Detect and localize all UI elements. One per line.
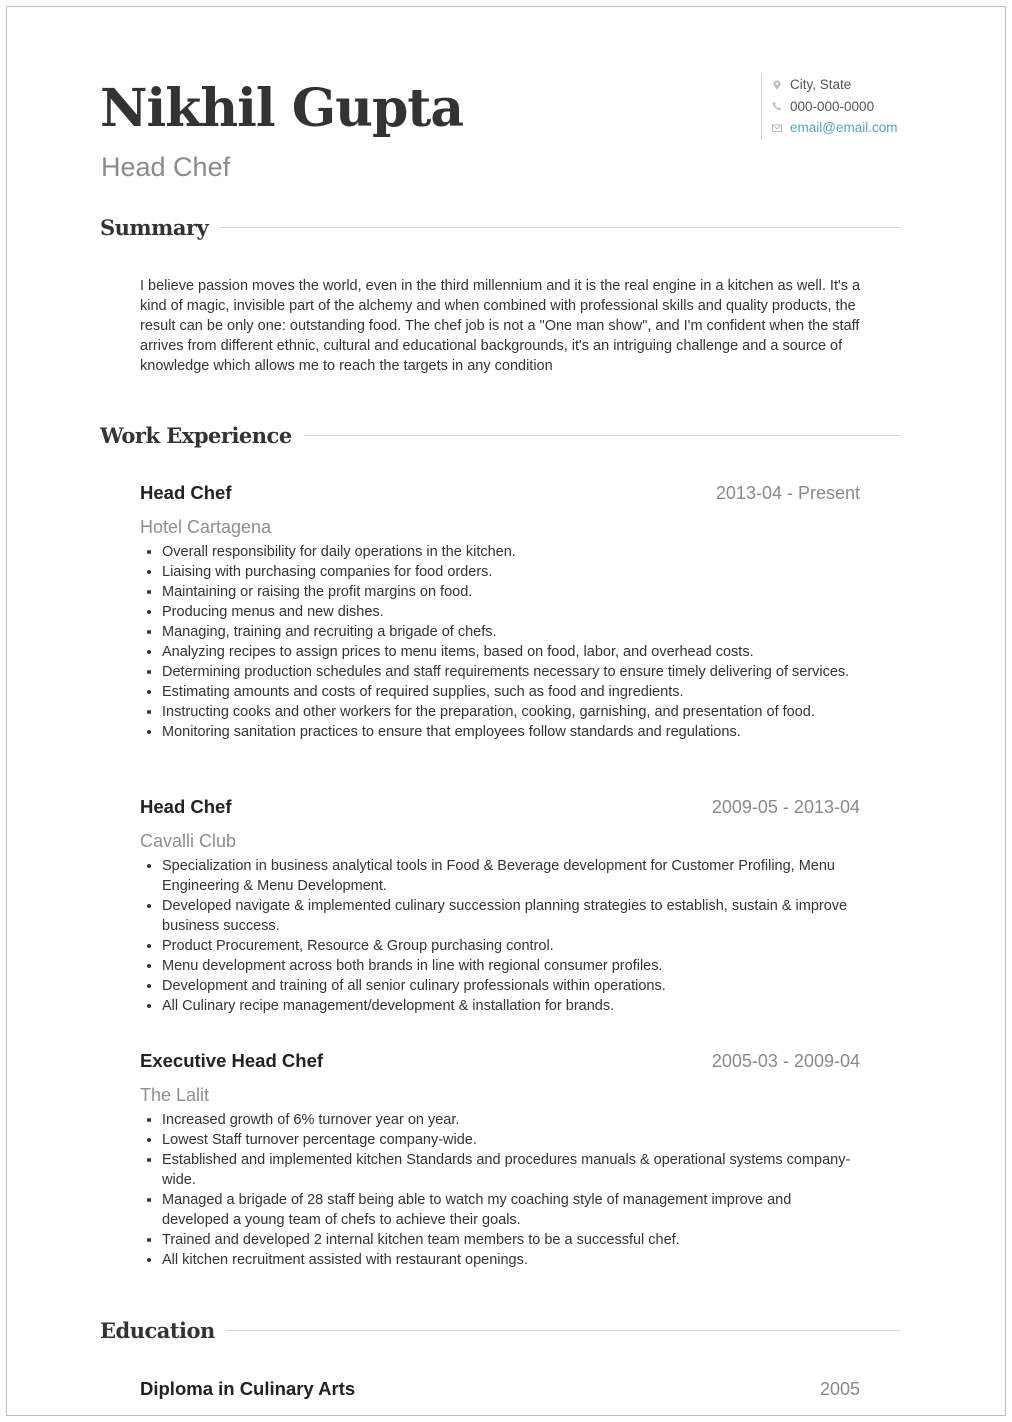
work-rule <box>304 435 900 436</box>
list-item: • Trained and developed 2 internal kitchen team members to be a successful chef. <box>162 1230 860 1250</box>
map-pin-icon <box>772 80 782 90</box>
list-item: • Monitoring sanitation practices to ensure that employees follow standards and regulations. <box>162 722 860 742</box>
list-item: • Liaising with purchasing companies for food orders. <box>162 562 860 582</box>
job-org: Hotel Cartagena <box>140 517 272 537</box>
list-item: • Producing menus and new dishes. <box>162 602 860 622</box>
summary-rule <box>220 227 900 228</box>
job-entry <box>140 482 860 742</box>
list-item: • Established and implemented kitchen Standards and procedures manuals & operational systems company-wide. <box>162 1150 860 1190</box>
list-item: • Maintaining or raising the profit margins on food. <box>162 582 860 602</box>
job-role: Head Chef <box>140 796 232 817</box>
job-org: Cavalli Club <box>140 831 237 851</box>
education-heading-text: Education <box>100 1318 215 1343</box>
job-entry <box>140 1050 860 1270</box>
list-item: • Overall responsibility for daily operations in the kitchen. <box>162 542 860 562</box>
list-item: • Development and training of all senior culinary professionals within operations. <box>162 976 860 996</box>
contact-location <box>772 74 897 96</box>
contact-phone <box>772 96 897 118</box>
work-heading <box>100 423 900 448</box>
contact-email[interactable] <box>772 117 897 139</box>
education-year: 2005 <box>819 1379 860 1399</box>
job-bullets <box>140 1110 860 1270</box>
list-item: • All Culinary recipe management/development & installation for brands. <box>162 996 860 1016</box>
job-org: The Lalit <box>140 1085 210 1105</box>
list-item: • Analyzing recipes to assign prices to menu items, based on food, labor, and overhead costs. <box>162 642 860 662</box>
summary-heading-text: Summary <box>100 215 209 240</box>
education-degree: Diploma in Culinary Arts <box>140 1378 356 1399</box>
envelope-icon <box>772 123 782 133</box>
education-entry <box>140 1378 860 1408</box>
education-rule <box>227 1330 900 1331</box>
list-item: • Managed a brigade of 28 staff being able to watch my coaching style of management improve and developed a young team of chefs to achieve their goals. <box>162 1190 860 1230</box>
education-heading <box>100 1318 900 1343</box>
list-item: • Product Procurement, Resource & Group purchasing control. <box>162 936 860 956</box>
job-date: 2013-04 - Present <box>715 483 860 503</box>
list-item: • Menu development across both brands in line with regional consumer profiles. <box>162 956 860 976</box>
list-item: • Instructing cooks and other workers for the preparation, cooking, garnishing, and presentation of food. <box>162 702 860 722</box>
job-date: 2005-03 - 2009-04 <box>711 1051 860 1071</box>
phone-text: 000-000-0000 <box>790 98 875 114</box>
list-item: • Lowest Staff turnover percentage company-wide. <box>162 1130 860 1150</box>
summary-text: I believe passion moves the world, even in the third millennium and it is the real engine in a kitchen as well. It's a kind of magic, invisible part of the alchemy and when combined with professional skills and quality products, the result can be only one: outstanding food. The chef job is not a "One man show", and I'm confident when the staff arrives from different ethnic, cultural and educational backgrounds, it's an intriguing challenge and a source of knowledge which allows me to reach the targets in any condition <box>140 278 861 374</box>
list-item: • Specialization in business analytical tools in Food & Beverage development for Customer Profiling, Menu Engineering & Menu Development. <box>162 856 860 896</box>
list-item: • Determining production schedules and staff requirements necessary to ensure timely delivering of services. <box>162 662 860 682</box>
location-text: City, State <box>790 77 852 92</box>
job-entry <box>140 796 860 1016</box>
list-item: • All kitchen recruitment assisted with restaurant openings. <box>162 1250 860 1270</box>
list-item: • Managing, training and recruiting a brigade of chefs. <box>162 622 860 642</box>
job-bullets <box>140 856 860 1016</box>
contact-block <box>761 74 897 139</box>
job-role: Head Chef <box>140 482 232 503</box>
work-heading-text: Work Experience <box>100 423 292 448</box>
list-item: • Increased growth of 6% turnover year on year. <box>162 1110 860 1130</box>
candidate-title: Head Chef <box>101 152 231 182</box>
job-role: Executive Head Chef <box>140 1050 324 1071</box>
list-item: • Estimating amounts and costs of required supplies, such as food and ingredients. <box>162 682 860 702</box>
list-item: • Developed navigate & implemented culinary succession planning strategies to establish, sustain & improve business success. <box>162 896 860 936</box>
job-date: 2009-05 - 2013-04 <box>711 797 860 817</box>
email-link[interactable]: email@email.com <box>790 120 898 135</box>
job-bullets <box>140 542 860 742</box>
candidate-name: Nikhil Gupta <box>100 78 464 139</box>
phone-icon <box>772 101 782 111</box>
summary-heading <box>100 215 900 240</box>
